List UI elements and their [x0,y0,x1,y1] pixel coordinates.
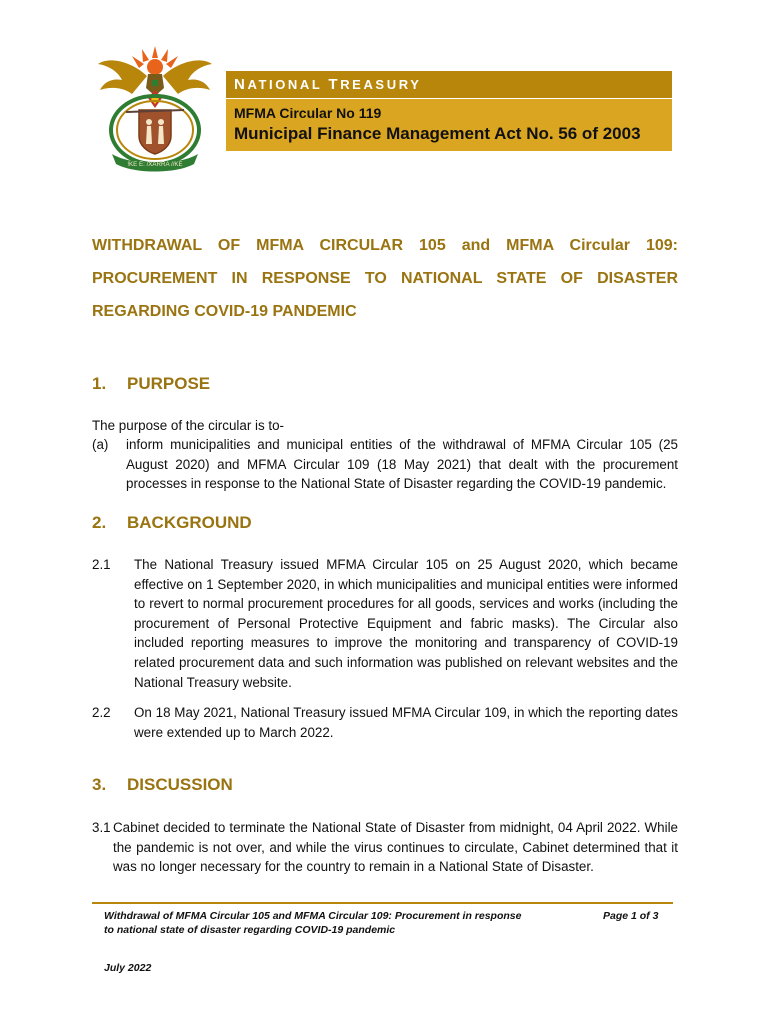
footer-document-reference: Withdrawal of MFMA Circular 105 and MFMA Circular 109: Procurement in response to national state of disaster regarding COVID-19 pandemic [104,910,522,936]
act-title: Municipal Finance Management Act No. 56 of 2003 [234,124,641,143]
background-paragraph-2-1: The National Treasury issued MFMA Circular 105 on 25 August 2020, which became effective on 1 September 2020, in which municipalities and municipal entities were informed to revert to normal procurement procedures for all goods, services and works (including the procurement of Personal Protective Equipment and fabric masks). The Circular also included reporting measures to improve the monitoring and transparency of COVID-19 related procurement data and such information was published on relevant websites and the National Treasury website. [134,557,678,690]
protea-icon [148,90,162,108]
paragraph-number: 2.2 [92,705,111,720]
circular-number: MFMA Circular No 119 [234,105,382,121]
title-line: REGARDING COVID-19 PANDEMIC [92,303,357,320]
section-heading-purpose: 1. PURPOSE [92,374,211,393]
page-number: Page 1 of 3 [603,910,659,922]
section-heading-discussion: 3. DISCUSSION [92,775,233,794]
footer-date: July 2022 [104,962,152,974]
circular-banner [226,99,672,151]
paragraph-number: 2.1 [92,557,111,572]
document-title [92,229,678,328]
purpose-intro: The purpose of the circular is to- [92,418,285,433]
title-line: WITHDRAWAL OF MFMA CIRCULAR 105 and MFMA Circular 109: [92,237,678,254]
org-banner: NATIONAL TREASURY [226,71,672,98]
discussion-paragraph-3-1: Cabinet decided to terminate the National State of Disaster from midnight, 04 April 2022. While the pandemic is not over, and while the virus continues to circulate, Cabinet determined that it was no longer necessary for the country to remain in a National State of Disaster. [113,820,678,875]
coat-of-arms-logo [92,40,218,174]
paragraph-number: 3.1 [92,820,111,835]
title-line: PROCUREMENT IN RESPONSE TO NATIONAL STATE OF DISASTER [92,270,678,287]
purpose-item-a: inform municipalities and municipal entities of the withdrawal of MFMA Circular 105 (25 August 2020) and MFMA Circular 109 (18 May 2021) that dealt with the procurement processes in response to the National State of Disaster regarding the COVID-19 pandemic. [126,437,678,492]
footer-divider [92,902,673,904]
section-heading-background: 2. BACKGROUND [92,513,252,532]
svg-text:!KE E: /XARRA //KE: !KE E: /XARRA //KE [127,161,183,168]
shield-icon [139,110,171,154]
background-paragraph-2-2: On 18 May 2021, National Treasury issued MFMA Circular 109, in which the reporting dates were extended up to March 2022. [134,705,678,740]
list-marker: (a) [92,437,109,452]
